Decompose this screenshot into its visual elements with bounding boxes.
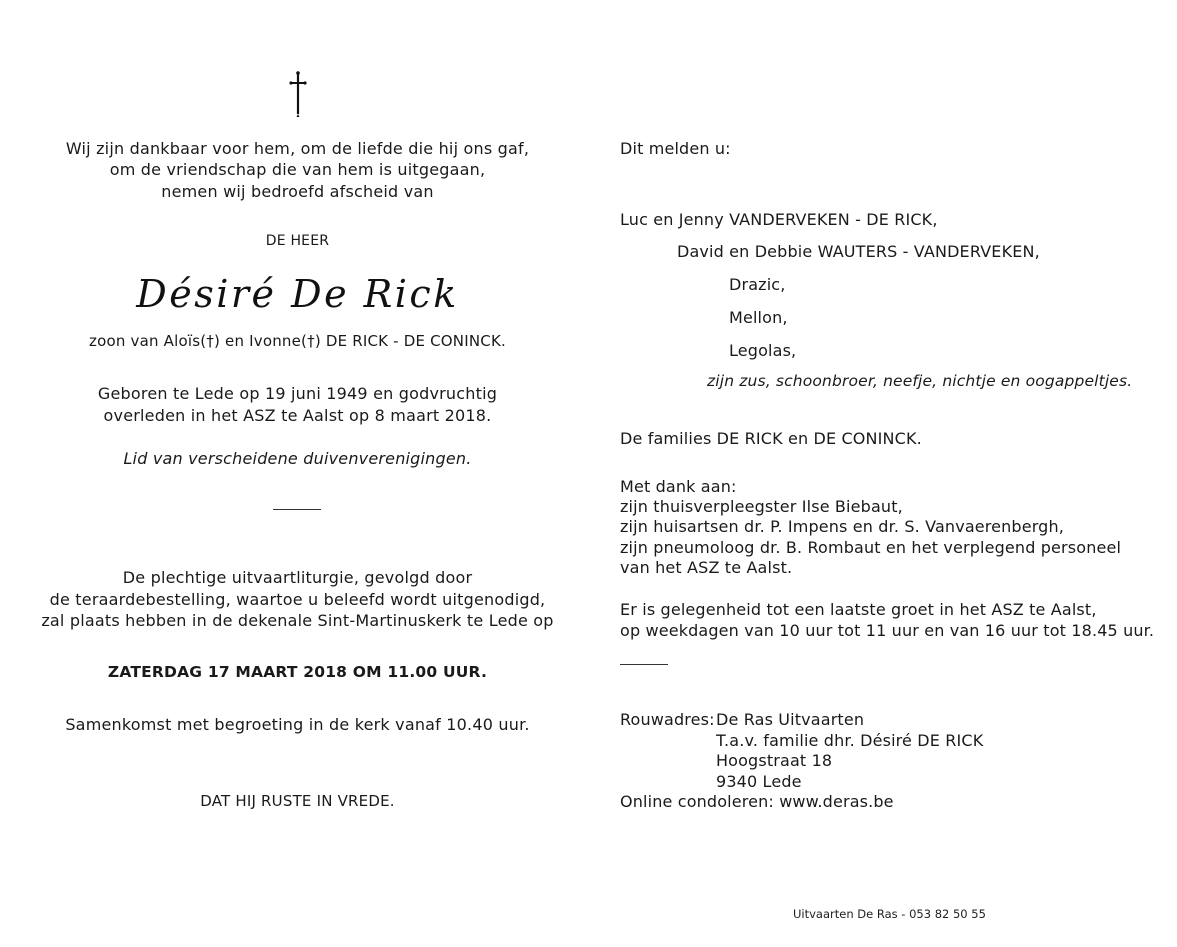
deceased-name: Désiré De Rick: [136, 272, 459, 316]
family-line-5: Legolas,: [729, 341, 797, 360]
family-line-4: Mellon,: [729, 308, 788, 327]
title-label: DE HEER: [265, 233, 330, 249]
address-line-3: Hoogstraat 18: [716, 751, 833, 770]
thanks-line-2: zijn thuisverpleegster Ilse Biebaut,: [620, 497, 903, 516]
address-line-2: T.a.v. familie dhr. Désiré DE RICK: [716, 731, 984, 750]
family-line-2: David en Debbie WAUTERS - VANDERVEKEN,: [677, 242, 1040, 261]
birth-line-2: overleden in het ASZ te Aalst op 8 maart 2018.: [103, 406, 492, 425]
intro-line-1: Wij zijn dankbaar voor hem, om de liefde die hij ons gaf,: [65, 139, 530, 158]
visit-line-2: op weekdagen van 10 uur tot 11 uur en van 16 uur tot 18.45 uur.: [620, 621, 1155, 640]
announce-line: Dit melden u:: [620, 139, 731, 158]
family-relation: zijn zus, schoonbroer, neefje, nichtje en oogappeltjes.: [707, 372, 1133, 390]
address-line-4: 9340 Lede: [716, 772, 802, 791]
parents-line: zoon van Aloïs(†) en Ivonne(†) DE RICK - DE CONINCK.: [89, 332, 506, 350]
ceremony-line-3: zal plaats hebben in de dekenale Sint-Martinuskerk te Lede op: [41, 611, 554, 630]
member-line: Lid van verscheidene duivenverenigingen.: [123, 449, 472, 468]
thanks-line-3: zijn huisartsen dr. P. Impens en dr. S. Vanvaerenbergh,: [620, 517, 1065, 536]
intro-line-3: nemen wij bedroefd afscheid van: [161, 182, 434, 201]
intro-line-2: om de vriendschap die van hem is uitgegaan,: [109, 160, 486, 179]
footer-contact: Uitvaarten De Ras - 053 82 50 55: [793, 907, 986, 921]
address-line-1: De Ras Uitvaarten: [716, 710, 865, 729]
visit-line-1: Er is gelegenheid tot een laatste groet in het ASZ te Aalst,: [620, 600, 1097, 619]
divider-right: [620, 664, 668, 665]
gathering-line: Samenkomst met begroeting in de kerk vanaf 10.40 uur.: [65, 715, 530, 734]
family-line-3: Drazic,: [729, 275, 786, 294]
cross-icon: [30, 70, 565, 120]
online-condolence: Online condoleren: www.deras.be: [620, 792, 894, 811]
thanks-line-5: van het ASZ te Aalst.: [620, 558, 793, 577]
families-line: De families DE RICK en DE CONINCK.: [620, 429, 922, 448]
thanks-line-1: Met dank aan:: [620, 477, 737, 496]
birth-line-1: Geboren te Lede op 19 juni 1949 en godvruchtig: [97, 384, 498, 403]
funeral-date: ZATERDAG 17 MAART 2018 OM 11.00 UUR.: [107, 663, 488, 681]
ceremony-line-2: de teraardebestelling, waartoe u beleefd wordt uitgenodigd,: [49, 590, 546, 609]
closing-line: DAT HIJ RUSTE IN VREDE.: [200, 792, 395, 810]
divider-left: [273, 509, 321, 510]
thanks-line-4: zijn pneumoloog dr. B. Rombaut en het verplegend personeel: [620, 538, 1122, 557]
family-line-1: Luc en Jenny VANDERVEKEN - DE RICK,: [620, 210, 938, 229]
ceremony-line-1: De plechtige uitvaartliturgie, gevolgd door: [122, 568, 473, 587]
address-label: Rouwadres:: [620, 710, 715, 729]
